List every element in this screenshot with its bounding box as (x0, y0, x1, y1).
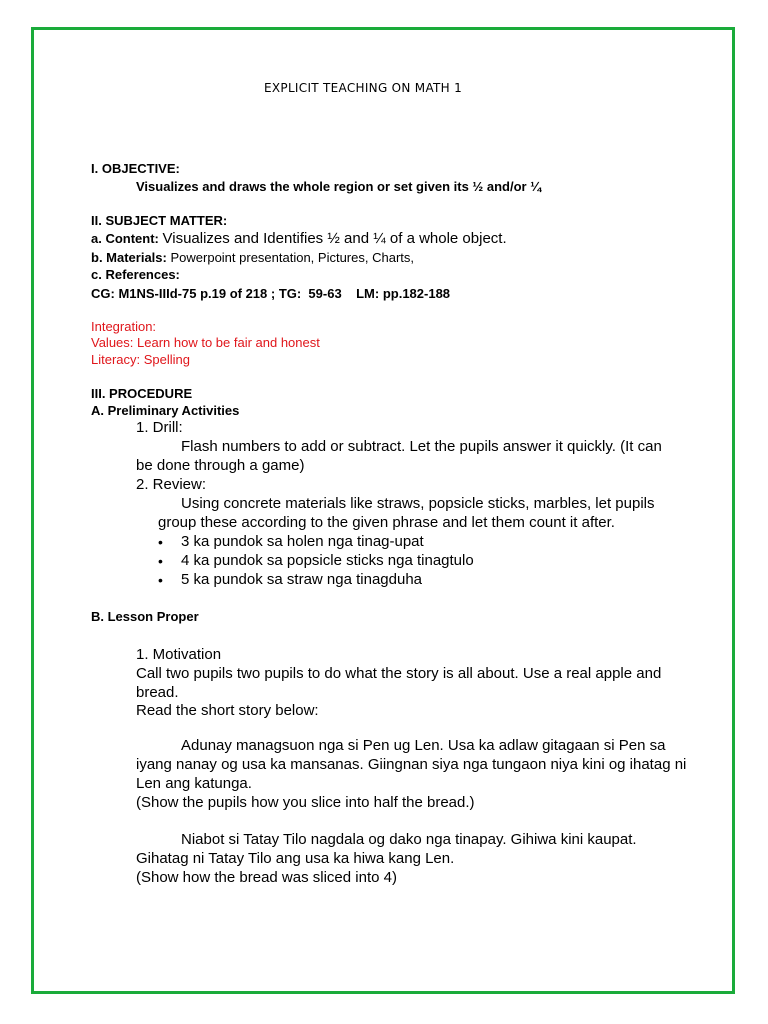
objective-heading: I. OBJECTIVE: (91, 161, 180, 176)
preliminary-heading: A. Preliminary Activities (91, 403, 240, 418)
content-value: Visualizes and Identifies ½ and ¼ of a whole object. (162, 230, 507, 247)
review-line-1: Using concrete materials like straws, popsicle sticks, marbles, let pupils (181, 495, 655, 512)
review-line-2: group these according to the given phrase and let them count it after. (158, 514, 615, 531)
references-label: c. References: (91, 267, 180, 282)
bullet-dot: • (158, 572, 163, 588)
materials-line (91, 250, 414, 266)
drill-label: 1. Drill: (136, 419, 183, 436)
drill-line-2: be done through a game) (136, 457, 305, 474)
bullet-item-1: 3 ka pundok sa holen nga tinag-upat (181, 533, 424, 550)
story-p2-line-1: Niabot si Tatay Tilo nagdala og dako nga tinapay. Gihiwa kini kaupat. (181, 831, 637, 848)
story-p1-line-1: Adunay managsuon nga si Pen ug Len. Usa ka adlaw gitagaan si Pen sa (181, 737, 666, 754)
integration-values: Values: Learn how to be fair and honest (91, 335, 320, 350)
bullet-item-3: 5 ka pundok sa straw nga tinagduha (181, 571, 423, 588)
lesson-line-1: Call two pupils two pupils to do what the story is all about. Use a real apple and (136, 665, 662, 682)
bullet-item-2: 4 ka pundok sa popsicle sticks nga tinagtulo (181, 552, 474, 569)
integration-literacy: Literacy: Spelling (91, 352, 190, 367)
story-p2-line-2: Gihatag ni Tatay Tilo ang usa ka hiwa kang Len. (136, 850, 455, 867)
drill-line-1: Flash numbers to add or subtract. Let the pupils answer it quickly. (It can (181, 438, 662, 455)
content-line (91, 231, 507, 247)
materials-label: b. Materials: (91, 250, 167, 265)
lesson-proper-heading: B. Lesson Proper (91, 609, 199, 624)
story-p2-line-3: (Show how the bread was sliced into 4) (136, 869, 397, 886)
lesson-line-3: Read the short story below: (136, 702, 319, 719)
procedure-heading: III. PROCEDURE (91, 386, 193, 401)
story-p1-line-4: (Show the pupils how you slice into half the bread.) (136, 794, 475, 811)
references-value: CG: M1NS-IIId-75 p.19 of 218 ; TG: 59-63 LM: pp.182-188 (91, 286, 451, 301)
content-label: a. Content: (91, 231, 159, 246)
review-label: 2. Review: (136, 476, 207, 493)
story-p1-line-2: iyang nanay og usa ka mansanas. Giingnan siya nga tungaon niya kini og ihatag ni (136, 756, 687, 773)
lesson-line-2: bread. (136, 684, 179, 701)
objective-text: Visualizes and draws the whole region or set given its ½ and/or ¼ (136, 179, 542, 194)
motivation-label: 1. Motivation (136, 646, 222, 663)
materials-value: Powerpoint presentation, Pictures, Charts, (170, 250, 414, 265)
bullet-dot: • (158, 534, 163, 550)
subject-matter-heading: II. SUBJECT MATTER: (91, 213, 228, 228)
story-p1-line-3: Len ang katunga. (136, 775, 252, 792)
integration-heading: Integration: (91, 319, 157, 334)
bullet-dot: • (158, 553, 163, 569)
document-title: EXPLICIT TEACHING ON MATH 1 (264, 81, 463, 95)
